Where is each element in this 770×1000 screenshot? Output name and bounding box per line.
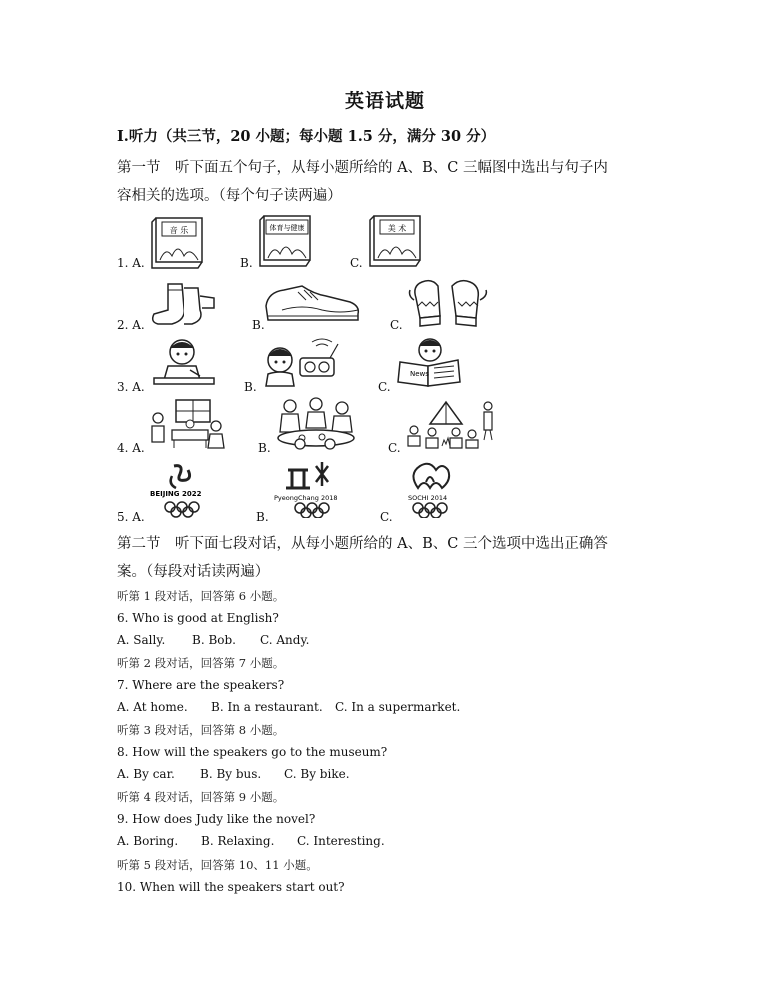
question-10: 10. When will the speakers start out?	[117, 880, 345, 894]
q7-option-a: A. At home.	[117, 700, 188, 714]
q4-option-c-label: C.	[388, 441, 401, 455]
q9-option-a: A. Boring.	[117, 834, 179, 848]
shoes-image	[262, 280, 362, 326]
camping-scene-image	[404, 398, 496, 450]
classroom-scene-image	[146, 398, 228, 450]
question-7: 7. Where are the speakers?	[117, 678, 285, 692]
section1-instructions-line1: 第一节 听下面五个句子，从每小题所给的 A、B、C 三幅图中选出与句子内	[117, 160, 608, 176]
dialogue-4-prompt: 听第 4 段对话，回答第 9 小题。	[117, 790, 285, 804]
pe-health-book-image	[258, 210, 318, 268]
q1-option-a-label: 1. A.	[117, 256, 145, 270]
art-book-label: 美 术	[387, 224, 407, 233]
q8-option-b: B. By bus.	[200, 767, 262, 781]
q3-option-b-label: B.	[244, 380, 257, 394]
q3-option-c-label: C.	[378, 380, 391, 394]
pe-health-book-label: 体育与健康	[269, 224, 305, 232]
q4-option-a-label: 4. A.	[117, 441, 145, 455]
q5-option-a-label: 5. A.	[117, 510, 145, 524]
section2-instructions-line1: 第二节 听下面七段对话，从每小题所给的 A、B、C 三个选项中选出正确答	[117, 536, 608, 552]
q5-option-b-label: B.	[256, 510, 269, 524]
mittens-image	[408, 276, 488, 330]
art-book-image	[368, 210, 428, 268]
beijing-2022-logo-text: BEIJING 2022	[150, 490, 202, 498]
q1-option-c-label: C.	[350, 256, 363, 270]
sochi-2014-logo	[398, 460, 464, 518]
part1-heading: I.听力（共三节，20 小题；每小题 1.5 分，满分 30 分）	[117, 128, 496, 145]
dialogue-3-prompt: 听第 3 段对话，回答第 8 小题。	[117, 723, 285, 737]
q4-option-b-label: B.	[258, 441, 271, 455]
dialogue-1-prompt: 听第 1 段对话，回答第 6 小题。	[117, 589, 285, 603]
q6-option-c: C. Andy.	[260, 633, 310, 647]
q3-option-a-label: 3. A.	[117, 380, 145, 394]
beijing-2022-logo	[148, 462, 220, 518]
question-8-options	[117, 767, 350, 781]
dialogue-2-prompt: 听第 2 段对话，回答第 7 小题。	[117, 656, 285, 670]
dialogue-5-prompt: 听第 5 段对话，回答第 10、11 小题。	[117, 858, 318, 872]
q6-option-a: A. Sally.	[117, 633, 166, 647]
family-dinner-image	[272, 396, 358, 452]
pyeongchang-2018-logo-text: PyeongChang 2018	[274, 494, 338, 502]
question-6: 6. Who is good at English?	[117, 611, 279, 625]
question-9-options	[117, 834, 385, 848]
q8-option-c: C. By bike.	[284, 767, 350, 781]
music-book-label: 音 乐	[169, 226, 189, 235]
page-title: 英语试题	[344, 90, 425, 112]
q2-option-b-label: B.	[252, 318, 265, 332]
q9-option-b: B. Relaxing.	[201, 834, 275, 848]
music-book-image	[150, 212, 210, 270]
socks-image	[148, 280, 218, 328]
pyeongchang-2018-logo	[272, 460, 352, 518]
q5-option-c-label: C.	[380, 510, 393, 524]
newspaper-label: News	[410, 370, 429, 378]
question-8: 8. How will the speakers go to the museum?	[117, 745, 388, 759]
q7-option-c: C. In a supermarket.	[335, 700, 461, 714]
q9-option-c: C. Interesting.	[297, 834, 385, 848]
q7-option-b: B. In a restaurant.	[211, 700, 323, 714]
question-6-options	[117, 633, 309, 647]
boy-listening-radio-image	[260, 336, 344, 388]
question-9: 9. How does Judy like the novel?	[117, 812, 316, 826]
q8-option-a: A. By car.	[117, 767, 175, 781]
q2-option-a-label: 2. A.	[117, 318, 145, 332]
q2-option-c-label: C.	[390, 318, 403, 332]
question-7-options	[117, 700, 460, 714]
q1-option-b-label: B.	[240, 256, 253, 270]
section2-instructions-line2: 案。（每段对话读两遍）	[117, 564, 270, 580]
q6-option-b: B. Bob.	[192, 633, 236, 647]
boy-writing-image	[152, 336, 216, 388]
sochi-2014-logo-text: SOCHI 2014	[408, 494, 448, 502]
section1-instructions-line2: 容相关的选项。（每个句子读两遍）	[117, 188, 342, 204]
boy-reading-newspaper-image	[396, 336, 462, 388]
